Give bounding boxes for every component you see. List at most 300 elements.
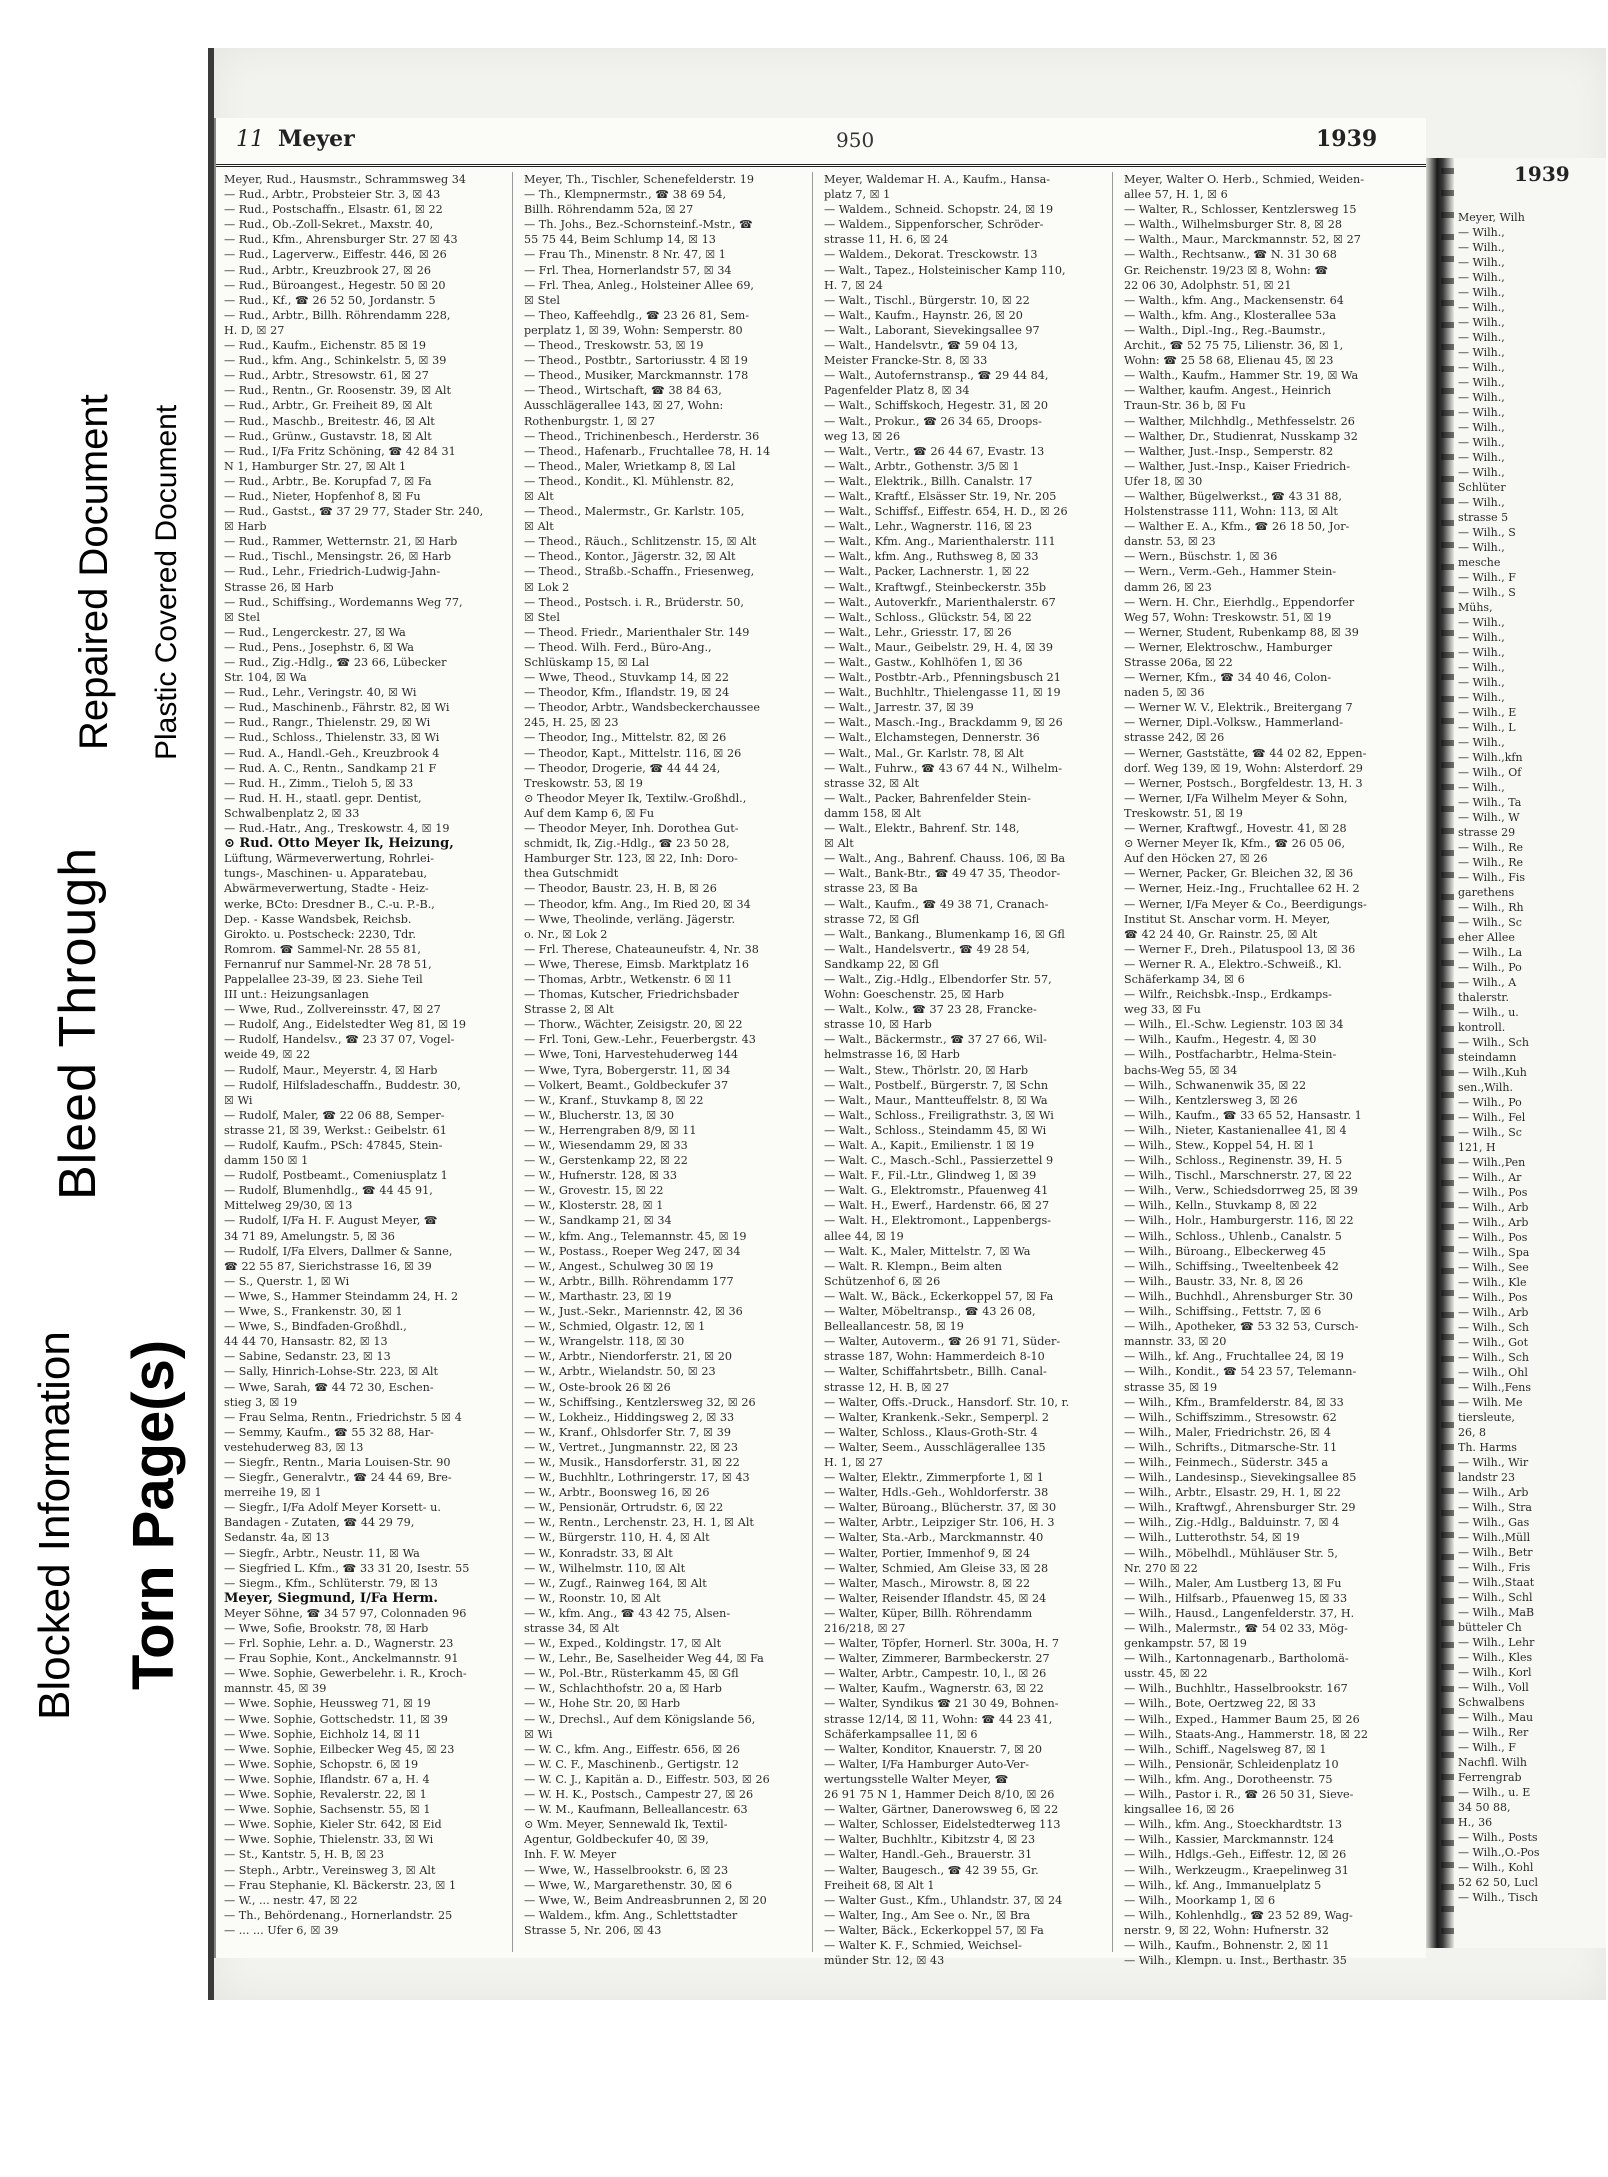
directory-entry: thea Gutschmidt: [524, 867, 619, 881]
directory-entry: — Frl. Thea, Hornerlandstr 57, ☒ 34: [524, 263, 732, 277]
directory-entry: — Walt., Lehr., Wagnerstr. 116, ☒ 23: [824, 520, 1033, 534]
directory-entry: Sedanstr. 4a, ☒ 13: [224, 1531, 330, 1545]
directory-entry: — Walter, Handl.-Geh., Brauerstr. 31: [824, 1848, 1033, 1862]
facing-page-line: — Wilh., Arb: [1458, 1306, 1529, 1319]
facing-page-line: Schwalbens: [1458, 1696, 1525, 1709]
directory-entry: — Rud., Arbtr., Probsteier Str. 3, ☒ 43: [224, 188, 441, 202]
directory-entry: — Walter, Buchhltr., Kibitzstr 4, ☒ 23: [824, 1833, 1036, 1847]
directory-entry: nerstr. 9, ☒ 22, Wohn: Hufnerstr. 32: [1124, 1923, 1329, 1937]
directory-entry: — Wwe, Toni, Harvestehuderweg 144: [524, 1048, 739, 1062]
directory-entry: — Walt., Schiffsf., Eiffestr. 654, H. D., ☒ 26: [824, 505, 1068, 519]
facing-page-line: — Wilh., Sch: [1458, 1351, 1530, 1364]
directory-entry: — W., Just.-Sekr., Mariennstr. 42, ☒ 36: [524, 1305, 743, 1319]
directory-entry: — Thomas, Kutscher, Friedrichsbader: [524, 988, 739, 1002]
directory-entry: Ausschlägerallee 143, ☒ 27, Wohn:: [524, 399, 724, 413]
directory-entry: — W. C. J., Kapitän a. D., Eiffestr. 503, ☒ 26: [524, 1772, 770, 1786]
directory-entry: — W., Sandkamp 21, ☒ 34: [524, 1214, 672, 1228]
facing-page-line: — Wilh., Schl: [1458, 1591, 1533, 1604]
facing-page-line: — Wilh., Fel: [1458, 1111, 1526, 1124]
directory-entry: — Wilh., Kondit., ☎ 54 23 57, Telemann-: [1124, 1365, 1357, 1379]
directory-entry: — Theod., Räuch., Schlitzenstr. 15, ☒ Alt: [524, 535, 757, 549]
directory-page: [214, 118, 1426, 1968]
directory-entry: — Walt., Kaufm., ☎ 49 38 71, Cranach-: [824, 897, 1049, 911]
directory-entry: — Theod., Treskowstr. 53, ☒ 19: [524, 339, 704, 353]
directory-entry: vestehuderweg 83, ☒ 13: [224, 1440, 364, 1454]
facing-page-line: Mühs,: [1458, 601, 1493, 614]
directory-entry: — Wwe, W., Hasselbrookstr. 6, ☒ 23: [524, 1863, 729, 1877]
directory-entry: ☎ 22 55 87, Sierichstrasse 16, ☒ 39: [224, 1259, 432, 1273]
directory-entry: — Siegm., Kfm., Schlüterstr. 79, ☒ 13: [224, 1576, 438, 1590]
directory-entry: — Walt., Packer, Lachnerstr. 1, ☒ 22: [824, 565, 1030, 579]
directory-entry: Pappelallee 23-39, ☒ 23. Siehe Teil: [224, 972, 423, 986]
facing-page-line: sen.,Wilh.: [1458, 1081, 1513, 1094]
facing-page-line: tiersleute,: [1458, 1411, 1515, 1424]
directory-entry: — Werner, I/Fa Wilhelm Meyer & Sohn,: [1124, 791, 1348, 805]
directory-entry: — Theodor, Kfm., Iflandstr. 19, ☒ 24: [524, 686, 730, 700]
directory-entry: — W., Exped., Koldingstr. 17, ☒ Alt: [524, 1637, 722, 1651]
facing-page-line: — Wilh.,: [1458, 436, 1505, 449]
facing-page-line: strasse 5: [1458, 511, 1509, 524]
directory-entry: — Wwe, Theolinde, verläng. Jägerstr.: [524, 912, 736, 926]
directory-entry: — Walter, Töpfer, Hornerl. Str. 300a, H. 7: [824, 1637, 1059, 1651]
directory-entry: — Walt., Maur., Mantteuffelstr. 8, ☒ Wa: [824, 1093, 1048, 1107]
directory-entry: Rothenburgstr. 1, ☒ 27: [524, 414, 656, 428]
facing-page-line: — Wilh., Stra: [1458, 1501, 1532, 1514]
directory-entry: — W., Pensionär, Ortrudstr. 6, ☒ 22: [524, 1501, 724, 1515]
directory-entry: — Walt., Jarrestr. 37, ☒ 39: [824, 701, 974, 715]
directory-entry: — Walt. A., Kapit., Emilienstr. 1 ☒ 19: [824, 1139, 1035, 1152]
directory-entry: — W., Wrangelstr. 118, ☒ 30: [524, 1335, 685, 1349]
directory-entry: strasse 187, Wohn: Hammerdeich 8-10: [824, 1350, 1045, 1364]
directory-entry: — Rud. A., Handl.-Geh., Kreuzbrook 4: [224, 746, 440, 760]
directory-entry: allee 57, H. 1, ☒ 6: [1124, 188, 1228, 202]
directory-entry: — Steph., Arbtr., Vereinsweg 3, ☒ Alt: [224, 1863, 436, 1877]
directory-entry: 245, H. 25, ☒ 23: [524, 716, 619, 730]
directory-entry: — Rud., Lehr., Veringstr. 40, ☒ Wi: [224, 686, 417, 700]
facing-page-line: Meyer, Wilh: [1458, 211, 1525, 224]
directory-entry: Schlüskamp 15, ☒ Lal: [524, 656, 650, 669]
directory-entry: damm 26, ☒ 23: [1124, 580, 1212, 594]
directory-entry: ☒ Harb: [224, 520, 267, 534]
directory-entry: — W., Pol.-Btr., Rüsterkamm 45, ☒ Gfl: [524, 1667, 739, 1681]
directory-entry: — Walther, Just.-Insp., Semperstr. 82: [1124, 444, 1334, 458]
directory-entry: — W. C., kfm. Ang., Eiffestr. 656, ☒ 26: [524, 1742, 741, 1756]
directory-entry: Wohn: Goeschenstr. 25, ☒ Harb: [824, 988, 1004, 1002]
directory-entry: — Rud., Zig.-Hdlg., ☎ 23 66, Lübecker: [224, 656, 447, 669]
directory-entry: strasse 12/14, ☒ 11, Wohn: ☎ 44 23 41,: [824, 1712, 1053, 1726]
directory-entry: — Rud., Büroangest., Hegestr. 50 ☒ 20: [224, 278, 446, 292]
directory-entry: ☒ Stel: [524, 293, 560, 307]
directory-entry: — Frau Sophie, Kont., Anckelmannstr. 91: [224, 1652, 459, 1666]
directory-entry: — Theo, Kaffeehdlg., ☎ 23 26 81, Sem-: [524, 308, 749, 322]
directory-entry: — Wilh., Kassier, Marckmannstr. 124: [1124, 1833, 1335, 1847]
directory-entry: Fernanruf nur Sammel-Nr. 28 78 51,: [224, 957, 432, 971]
directory-entry: — Walter, Sta.-Arb., Marckmannstr. 40: [824, 1531, 1044, 1545]
directory-entry: — Walth., kfm. Ang., Mackensenstr. 64: [1124, 293, 1344, 307]
facing-page-line: — Wilh.,: [1458, 646, 1505, 659]
directory-entry: — Walter, Gärtner, Danerowsweg 6, ☒ 22: [824, 1803, 1059, 1817]
directory-entry: — Wilh., Maler, Am Lustberg 13, ☒ Fu: [1124, 1576, 1342, 1590]
directory-entry: Auf den Höcken 27, ☒ 26: [1124, 852, 1268, 866]
directory-entry: — Walt. H., Elektromont., Lappenbergs-: [824, 1214, 1052, 1228]
facing-page-line: — Wilh., Korl: [1458, 1666, 1532, 1679]
directory-entry: — Walt. F., Fil.-Ltr., Glindweg 1, ☒ 39: [824, 1169, 1037, 1183]
facing-page-line: — Wilh.,: [1458, 691, 1505, 704]
facing-page-line: — Wilh., Kohl: [1458, 1861, 1534, 1874]
directory-entry: 216/218, ☒ 27: [824, 1622, 906, 1635]
directory-entry: Schäferkamp 34, ☒ 6: [1124, 972, 1245, 986]
directory-entry: — Rud., Schloss., Thielenstr. 33, ☒ Wi: [224, 731, 440, 745]
facing-page-line: — Wilh., Sc: [1458, 916, 1522, 929]
directory-entry: ☒ Alt: [524, 489, 554, 503]
directory-entry: — Walt., Bäckermstr., ☎ 37 27 66, Wil-: [824, 1033, 1047, 1047]
directory-entry: — Theod., Musiker, Marckmannstr. 178: [524, 369, 749, 383]
facing-page-line: — Wilh.,: [1458, 466, 1505, 479]
directory-entry: — Wilh., Schloss., Reginenstr. 39, H. 5: [1124, 1154, 1343, 1168]
facing-page-line: — Wilh., Re: [1458, 841, 1524, 854]
directory-entry: — Wwe, Sarah, ☎ 44 72 30, Eschen-: [224, 1380, 434, 1394]
directory-entry: — Th. Johs., Bez.-Schornsteinf.-Mstr., ☎: [524, 218, 753, 232]
directory-entry: — Wilh., Zig.-Hdlg., Balduinstr. 7, ☒ 4: [1124, 1516, 1340, 1530]
directory-entry: helmstrasse 16, ☒ Harb: [824, 1048, 960, 1062]
directory-entry: Schützenhof 6, ☒ 26: [824, 1274, 941, 1288]
directory-entry: Girokto. u. Postscheck: 2230, Tdr.: [224, 927, 416, 941]
facing-page-line: — Wilh.,Staat: [1458, 1576, 1535, 1589]
directory-entry: — Thomas, Arbtr., Wetkenstr. 6 ☒ 11: [524, 972, 733, 986]
directory-entry: Nr. 270 ☒ 22: [1124, 1561, 1198, 1575]
directory-entry: — Walt., Tapez., Holsteinischer Kamp 110,: [824, 263, 1066, 277]
column-2: [524, 172, 813, 1952]
directory-entry: strasse 35, ☒ 19: [1124, 1380, 1218, 1394]
directory-entry: — Rud., Lengerckestr. 27, ☒ Wa: [224, 625, 406, 639]
page-header: [216, 118, 1426, 167]
facing-page-line: 26, 8: [1458, 1426, 1486, 1439]
facing-page-line: — Wilh., Pos: [1458, 1186, 1528, 1199]
directory-entry: Sandkamp 22, ☒ Gfl: [824, 957, 939, 971]
facing-page-line: — Wilh., Sc: [1458, 1126, 1522, 1139]
directory-entry: — W., Angest., Schulweg 30 ☒ 19: [524, 1259, 714, 1273]
facing-page-line: — Wilh.,: [1458, 736, 1505, 749]
directory-entry: — Wilh., Buchhdl., Ahrensburger Str. 30: [1124, 1289, 1353, 1303]
directory-entry: — Wilh., Apotheker, ☎ 53 32 53, Cursch-: [1124, 1320, 1359, 1334]
facing-page-line: — Wilh., MaB: [1458, 1606, 1535, 1619]
directory-entry: naden 5, ☒ 36: [1124, 686, 1205, 700]
directory-entry: — Rudolf, Maler, ☎ 22 06 88, Semper-: [224, 1108, 445, 1122]
directory-entry: — Wilh., Holr., Hamburgerstr. 116, ☒ 22: [1124, 1214, 1354, 1228]
directory-entry: — Werner R. A., Elektro.-Schweiß., Kl.: [1124, 957, 1342, 971]
facing-page-line: — Wilh.,: [1458, 676, 1505, 689]
directory-entry: — Wilh., Kraftwgf., Ahrensburger Str. 29: [1124, 1501, 1356, 1515]
directory-entry: Schäferkampsallee 11, ☒ 6: [824, 1727, 978, 1741]
directory-entry: Weg 57, Wohn: Treskowstr. 51, ☒ 19: [1124, 610, 1332, 624]
facing-page-line: mesche: [1458, 556, 1501, 569]
directory-entry: — W., Lehr., Be, Saselheider Weg 44, ☒ Fa: [524, 1652, 764, 1666]
directory-entry: werke, BCto: Dresdner B., C.-u. P.-B.,: [224, 897, 435, 911]
directory-entry: strasse 23, ☒ Ba: [824, 882, 918, 896]
directory-entry: — Rud., Arbtr., Billh. Röhrendamm 228,: [224, 308, 451, 322]
directory-entry: — Theod., Trichinenbesch., Herderstr. 36: [524, 429, 760, 443]
directory-entry: — Wilh., Hausd., Langenfelderstr. 37, H.: [1124, 1606, 1355, 1620]
directory-entry: platz 7, ☒ 1: [824, 188, 891, 202]
directory-entry: Romrom. ☎ Sammel-Nr. 28 55 81,: [224, 942, 421, 956]
directory-entry: Wohn: ☎ 25 58 68, Elienau 45, ☒ 23: [1124, 354, 1334, 368]
directory-entry: — Walter, Konditor, Knauerstr. 7, ☒ 20: [824, 1742, 1042, 1756]
directory-entry: — Rud., Gastst., ☎ 37 29 77, Stader Str. 240,: [224, 505, 484, 519]
directory-entry: — Rud., Kaufm., Eichenstr. 85 ☒ 19: [224, 339, 426, 353]
directory-entry: — W., Kranf., Ohlsdorfer Str. 7, ☒ 39: [524, 1425, 731, 1439]
directory-entry: 44 44 70, Hansastr. 82, ☒ 13: [224, 1335, 388, 1349]
directory-entry: ☒ Wi: [524, 1727, 553, 1741]
directory-entry: — W., Konradstr. 33, ☒ Alt: [524, 1546, 673, 1560]
directory-entry: stieg 3, ☒ 19: [224, 1395, 298, 1409]
directory-entry: — Walt., Vertr., ☎ 26 44 67, Evastr. 13: [824, 444, 1045, 458]
directory-entry: 34 71 89, Amelungstr. 5, ☒ 36: [224, 1229, 395, 1243]
directory-entry: — Wilh., Kelln., Stuvkamp 8, ☒ 22: [1124, 1199, 1318, 1213]
directory-entry: — Rudolf, Blumenhdlg., ☎ 44 45 91,: [224, 1184, 433, 1198]
directory-entry: — W., Arbtr., Niendorferstr. 21, ☒ 20: [524, 1350, 733, 1364]
directory-entry: — Werner, Dipl.-Volksw., Hammerland-: [1124, 716, 1343, 730]
directory-entry: — W., Schmied, Olgastr. 12, ☒ 1: [524, 1320, 706, 1334]
directory-entry: — Wilh., Schloss., Uhlenb., Canalstr. 5: [1124, 1229, 1342, 1243]
facing-page-line: — Wilh., S: [1458, 586, 1516, 599]
facing-page-line: — Wilh. Me: [1458, 1396, 1523, 1409]
facing-page-line: 34 50 88,: [1458, 1801, 1511, 1814]
directory-entry: — Walter, Portier, Immenhof 9, ☒ 24: [824, 1546, 1031, 1560]
label-blocked-information: Blocked Information: [30, 1331, 79, 1720]
directory-entry: — W., Vertret., Jungmannstr. 22, ☒ 23: [524, 1440, 738, 1454]
directory-entry: — Walt., Postbelf., Bürgerstr. 7, ☒ Schn: [824, 1078, 1049, 1092]
directory-entry: — Walt., Gastw., Kohlhöfen 1, ☒ 36: [824, 656, 1023, 669]
directory-entry: — Walter Gust., Kfm., Uhlandstr. 37, ☒ 24: [824, 1893, 1063, 1907]
directory-entry: Pagenfelder Platz 8, ☒ 34: [824, 384, 970, 398]
directory-entry: — W., Herrengraben 8/9, ☒ 11: [524, 1123, 697, 1137]
directory-entry: — Rud., Schiffsing., Wordemanns Weg 77,: [224, 595, 463, 609]
directory-entry: — W., Lokheiz., Hiddingsweg 2, ☒ 33: [524, 1410, 735, 1424]
directory-entry: genkampstr. 57, ☒ 19: [1124, 1637, 1247, 1651]
facing-page-line: — Wilh.,: [1458, 421, 1505, 434]
directory-entry: ☒ Alt: [824, 837, 854, 851]
directory-entry: — Walt., Prokur., ☎ 26 34 65, Droops-: [824, 414, 1042, 428]
directory-entry: — Rud., Rammer, Wetternstr. 21, ☒ Harb: [224, 535, 458, 549]
directory-entry: — Rudolf, Ang., Eidelstedter Weg 81, ☒ 19: [224, 1018, 467, 1032]
directory-entry: Inh. F. W. Meyer: [524, 1848, 617, 1862]
directory-entry: — Walter, Baugesch., ☎ 42 39 55, Gr.: [824, 1863, 1039, 1877]
directory-entry: Meyer, Rud., Hausmstr., Schrammsweg 34: [224, 173, 466, 186]
directory-entry: — W., kfm. Ang., ☎ 43 42 75, Alsen-: [524, 1606, 731, 1620]
directory-entry: merreihe 19, ☒ 1: [224, 1486, 322, 1500]
directory-entry: — W., Hohe Str. 20, ☒ Harb: [524, 1697, 681, 1711]
facing-page-line: — Wilh.,kfn: [1458, 751, 1523, 764]
facing-page-line: — Wilh., Kles: [1458, 1651, 1533, 1664]
directory-entry: bachs-Weg 55, ☒ 34: [1124, 1063, 1238, 1077]
directory-entry: — W., Gerstenkamp 22, ☒ 22: [524, 1154, 688, 1168]
directory-entry: — Frau Th., Minenstr. 8 Nr. 47, ☒ 1: [524, 248, 726, 262]
directory-entry: — Walter, Schmied, Am Gleise 33, ☒ 28: [824, 1561, 1049, 1575]
directory-entry: — Walt., Schiffskoch, Hegestr. 31, ☒ 20: [824, 399, 1048, 413]
directory-entry: ⊙ Rud. Otto Meyer Ik, Heizung,: [224, 836, 454, 852]
directory-entry: — W. C. F., Maschinenb., Gertigstr. 12: [524, 1757, 739, 1771]
facing-page-line: thalerstr.: [1458, 991, 1509, 1004]
directory-entry: — Wilh., Kentzlersweg 3, ☒ 26: [1124, 1093, 1298, 1107]
directory-entry: — Wilh., Kaufm., Hegestr. 4, ☒ 30: [1124, 1033, 1317, 1047]
directory-entry: — Rud., Maschinenb., Fährstr. 82, ☒ Wi: [224, 701, 450, 715]
directory-entry: — Wilh., Möbelhdl., Mühläuser Str. 5,: [1124, 1546, 1338, 1560]
directory-entry: Dep. - Kasse Wandsbek, Reichsb.: [224, 912, 412, 926]
directory-entry: — Walt., Ang., Bahrenf. Chauss. 106, ☒ Ba: [824, 852, 1066, 866]
directory-entry: — Wilh., kfm. Ang., Stoeckhardtstr. 13: [1124, 1818, 1342, 1832]
facing-page-line: — Wilh., La: [1458, 946, 1523, 959]
column-4: [1124, 172, 1412, 1968]
directory-entry: — Theod., Maler, Wrietkamp 8, ☒ Lal: [524, 459, 736, 473]
facing-page-line: — Wilh., Fis: [1458, 871, 1526, 884]
directory-entry: — Werner, Gaststätte, ☎ 44 02 82, Eppen-: [1124, 746, 1367, 760]
directory-entry: — Walter, Schlosser, Eidelstedterweg 113: [824, 1818, 1061, 1832]
directory-entry: — Walter, Büroang., Blücherstr. 37, ☒ 30: [824, 1501, 1057, 1515]
facing-page-line: — Wilh., Po: [1458, 961, 1522, 974]
directory-entry: — Wilh., Bote, Oertzweg 22, ☒ 33: [1124, 1697, 1316, 1711]
facing-page-line: — Wilh., Sch: [1458, 1321, 1530, 1334]
directory-entry: — Walth., kfm. Ang., Klosterallee 53a: [1124, 308, 1337, 322]
directory-entry: — Siegfr., Generalvtr., ☎ 24 44 69, Bre-: [224, 1471, 452, 1485]
directory-entry: — Walther, kaufm. Angest., Heinrich: [1124, 384, 1332, 398]
directory-entry: — Th., Klempnermstr., ☎ 38 69 54,: [524, 188, 727, 202]
facing-page-line: — Wilh.,: [1458, 616, 1505, 629]
directory-entry: — Wilh., Schiff., Nagelsweg 87, ☒ 1: [1124, 1742, 1327, 1756]
directory-entry: — Wilh., El.-Schw. Legienstr. 103 ☒ 34: [1124, 1018, 1344, 1032]
directory-entry: usstr. 45, ☒ 22: [1124, 1667, 1208, 1681]
facing-page-line: — Wilh.,: [1458, 406, 1505, 419]
facing-page-line: — Wilh.,O.-Pos: [1458, 1846, 1540, 1859]
directory-entry: — Wwe, S., Frankenstr. 30, ☒ 1: [224, 1305, 403, 1319]
facing-page-line: — Wilh., Rer: [1458, 1726, 1529, 1739]
facing-page-line: — Wilh., E: [1458, 706, 1517, 719]
directory-entry: — Walt., Elektrik., Billh. Canalstr. 17: [824, 474, 1033, 488]
directory-entry: — W., Wilhelmstr. 110, ☒ Alt: [524, 1561, 686, 1575]
facing-page-line: — Wilh., Tisch: [1458, 1891, 1538, 1904]
directory-entry: — Walt., Handelsvertr., ☎ 49 28 54,: [824, 942, 1030, 956]
directory-entry: N 1, Hamburger Str. 27, ☒ Alt 1: [224, 459, 407, 473]
scanned-book-spread: [208, 48, 1606, 2000]
directory-entry: — Walter, Schloss., Klaus-Groth-Str. 4: [824, 1425, 1038, 1439]
facing-page-line: — Wilh.,: [1458, 226, 1505, 239]
directory-entry: — Werner, Elektroschw., Hamburger: [1124, 640, 1333, 654]
directory-entry: — Walt., Schloss., Steindamm 45, ☒ Wi: [824, 1123, 1047, 1137]
facing-page-line: — Wilh., u.: [1458, 1006, 1519, 1019]
directory-entry: ☒ Lok 2: [524, 580, 570, 594]
directory-entry: — Werner, Postsch., Borgfeldestr. 13, H. 3: [1124, 776, 1363, 790]
directory-entry: — Theodor, Ing., Mittelstr. 82, ☒ 26: [524, 731, 727, 745]
directory-entry: — Werner F., Dreh., Pilatuspool 13, ☒ 36: [1124, 942, 1356, 956]
directory-entry: münder Str. 12, ☒ 43: [824, 1954, 945, 1968]
facing-page-line: — Wilh.,Pen: [1458, 1156, 1526, 1169]
directory-entry: — Theod., Postsch. i. R., Brüderstr. 50,: [524, 595, 744, 609]
directory-entry: strasse 32, ☒ Alt: [824, 776, 920, 790]
directory-entry: — Wern. H. Chr., Eierhdlg., Eppendorfer: [1124, 595, 1355, 609]
directory-entry: — W., Zugf., Rainweg 164, ☒ Alt: [524, 1576, 707, 1590]
directory-entry: — Th., Behördenang., Hornerlandstr. 25: [224, 1908, 453, 1922]
directory-entry: — Walter, Schiffahrtsbetr., Billh. Canal-: [824, 1365, 1047, 1379]
facing-page-line: — Wilh., Po: [1458, 1096, 1522, 1109]
directory-entry: — Rud., Arbtr., Gr. Freiheit 89, ☒ Alt: [224, 399, 433, 413]
directory-entry: — Wilh., Landesinsp., Sievekingsallee 85: [1124, 1471, 1357, 1485]
facing-page-line: — Wilh., W: [1458, 811, 1520, 824]
directory-entry: — Werner, Kfm., ☎ 34 40 46, Colon-: [1124, 671, 1332, 685]
directory-entry: — Wwe. Sophie, Eilbecker Weg 45, ☒ 23: [224, 1742, 455, 1756]
directory-entry: ⊙ Wm. Meyer, Sennewald Ik, Textil-: [524, 1818, 728, 1832]
directory-entry: — Theodor, kfm. Ang., Im Ried 20, ☒ 34: [524, 897, 751, 911]
directory-entry: — Walth., Dipl.-Ing., Reg.-Baumstr.,: [1124, 323, 1326, 337]
directory-entry: — Wilh., Kaufm., ☎ 33 65 52, Hansastr. 1: [1124, 1108, 1362, 1122]
directory-entry: — Wilh., Schrifts., Ditmarsche-Str. 11: [1124, 1440, 1338, 1454]
facing-page-line: — Wilh.,: [1458, 361, 1505, 374]
directory-entry: Meyer, Siegmund, I/Fa Herm.: [224, 1590, 438, 1606]
directory-entry: ☒ Wi: [224, 1093, 253, 1107]
directory-entry: — Rud., Arbtr., Stresowstr. 61, ☒ 27: [224, 369, 429, 383]
directory-entry: — Walther, Just.-Insp., Kaiser Friedrich-: [1124, 459, 1351, 473]
directory-entry: — Siegfr., Arbtr., Neustr. 11, ☒ Wa: [224, 1546, 420, 1560]
directory-entry: 55 75 44, Beim Schlump 14, ☒ 13: [524, 233, 716, 247]
directory-entry: ☒ Stel: [224, 610, 260, 624]
facing-page-line: — Wilh.,: [1458, 541, 1505, 554]
directory-entry: kingsallee 16, ☒ 26: [1124, 1803, 1235, 1817]
directory-entry: — Volkert, Beamt., Goldbeckufer 37: [524, 1078, 729, 1092]
directory-entry: — W., Arbtr., Wielandstr. 50, ☒ 23: [524, 1365, 716, 1379]
directory-entry: — Frau Stephanie, Kl. Bäckerstr. 23, ☒ 1: [224, 1878, 457, 1892]
directory-entry: — Siegfried L. Kfm., ☎ 33 31 20, Isestr. 55: [224, 1561, 470, 1575]
directory-entry: Agentur, Goldbeckufer 40, ☒ 39,: [524, 1833, 709, 1847]
directory-entry: — Wwe, Sofie, Brookstr. 78, ☒ Harb: [224, 1622, 429, 1635]
directory-entry: o. Nr., ☒ Lok 2: [524, 927, 608, 941]
directory-entry: — Walth., Maur., Marckmannstr. 52, ☒ 27: [1124, 233, 1361, 247]
directory-entry: — Walt., Tischl., Bürgerstr. 10, ☒ 22: [824, 293, 1030, 307]
directory-entry: — Wilh., Schiffsing., Fettstr. 7, ☒ 6: [1124, 1305, 1322, 1319]
directory-entry: — Walt., Packer, Bahrenfelder Stein-: [824, 791, 1031, 805]
facing-page-line: Nachfl. Wilh: [1458, 1756, 1527, 1769]
directory-entry: — Walt., Kraftwgf., Steinbeckerstr. 35b: [824, 580, 1047, 594]
directory-entry: Abwärmeverwertung, Stadte - Heiz-: [224, 882, 429, 896]
directory-entry: — Walt., Schloss., Freiligrathstr. 3, ☒ Wi: [824, 1108, 1054, 1122]
facing-page-line: Ferrengrab: [1458, 1771, 1522, 1784]
directory-entry: H. 1, ☒ 27: [824, 1455, 883, 1469]
directory-entry: — Wwe, S., Hammer Steindamm 24, H. 2: [224, 1289, 459, 1303]
directory-entry: — Rud., kfm. Ang., Schinkelstr. 5, ☒ 39: [224, 354, 447, 368]
label-bleed-through: Bleed Through: [49, 846, 107, 1200]
facing-page-line: — Wilh., Wir: [1458, 1456, 1529, 1469]
directory-entry: Treskowstr. 53, ☒ 19: [524, 776, 643, 790]
directory-entry: Gr. Reichenstr. 19/23 ☒ 8, Wohn: ☎: [1124, 263, 1329, 277]
facing-page-line: — Wilh., Ar: [1458, 1171, 1522, 1184]
directory-entry: — Walther, Milchhdlg., Methfesselstr. 26: [1124, 414, 1355, 428]
directory-entry: — Walter, Krankenk.-Sekr., Semperpl. 2: [824, 1410, 1050, 1424]
directory-entry: — Walt., Maur., Geibelstr. 29, H. 4, ☒ 39: [824, 640, 1054, 654]
directory-entry: — W., Drechsl., Auf dem Königslande 56,: [524, 1712, 756, 1726]
directory-entry: — Rud., Postschaffn., Elsastr. 61, ☒ 22: [224, 203, 443, 217]
facing-page-line: — Wilh., Sch: [1458, 1036, 1530, 1049]
directory-entry: strasse 10, ☒ Harb: [824, 1018, 932, 1032]
facing-page-line: — Wilh.,Kuh: [1458, 1066, 1527, 1079]
directory-entry: — Wilh., Kartonnagenarb., Bartholomä-: [1124, 1652, 1349, 1666]
directory-entry: — W., Hufnerstr. 128, ☒ 33: [524, 1169, 677, 1183]
directory-entry: Meister Francke-Str. 8, ☒ 33: [824, 354, 988, 368]
facing-page-line: — Wilh., Pos: [1458, 1291, 1528, 1304]
facing-page-line: — Wilh.,: [1458, 256, 1505, 269]
directory-entry: — W., kfm. Ang., Telemannstr. 45, ☒ 19: [524, 1229, 747, 1243]
directory-entry: H. D, ☒ 27: [224, 323, 285, 337]
directory-entry: — Wilfr., Reichsbk.-Insp., Erdkamps-: [1124, 988, 1332, 1002]
directory-entry: — Walter, Autoverm., ☎ 26 91 71, Süder-: [824, 1335, 1061, 1349]
facing-page-line: — Wilh., F: [1458, 1741, 1516, 1754]
directory-entry: — Walt., Postbtr.-Arb., Pfenningsbusch 21: [824, 671, 1061, 685]
